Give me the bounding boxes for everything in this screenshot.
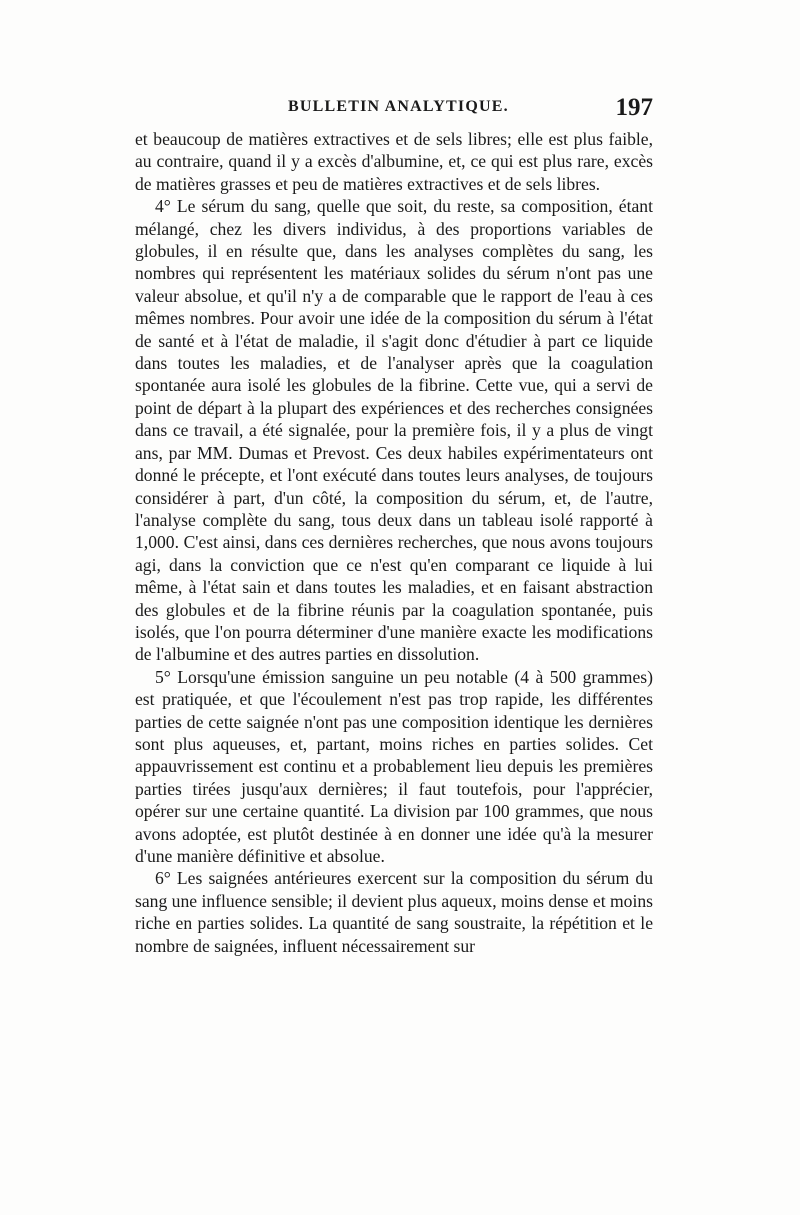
- paragraph-point-4: 4° Le sérum du sang, quelle que soit, du reste, sa composition, étant mélangé, chez les divers individus, à des proportions variables de globules, il en résulte que, dans les analyses complètes du sang, les nombres qui représentent les matériaux solides du sérum n'ont pas une valeur absolue, et qu'il n'y a de comparable que le rapport de l'eau à ces mêmes nombres. Pour avoir une idée de la composition du sérum à l'état de santé et à l'état de maladie, il s'agit donc d'étudier à part ce liquide dans toutes les maladies, et de l'analyser après que la coagulation spontanée aura isolé les globules de la fibrine. Cette vue, qui a servi de point de départ à la plupart des expériences et des recherches consignées dans ce travail, a été signalée, pour la première fois, il y a plus de vingt ans, par MM. Dumas et Prevost. Ces deux habiles expérimentateurs ont donné le précepte, et l'ont exécuté dans toutes leurs analyses, de toujours considérer à part, d'un côté, la composition du sérum, et, de l'autre, l'analyse complète du sang, tous deux dans un tableau isolé rapporté à 1,000. C'est ainsi, dans ces dernières recherches, que nous avons toujours agi, dans la conviction que ce n'est qu'en comparant ce liquide à lui même, à l'état sain et dans toutes les maladies, et en faisant abstraction des globules et de la fibrine réunis par la coagulation spontanée, puis isolés, que l'on pourra déterminer d'une manière exacte les modifications de l'albumine et des autres parties en dissolution.: [135, 196, 653, 665]
- page-number: 197: [615, 94, 653, 121]
- body-text: [135, 128, 653, 957]
- paragraph-point-6: 6° Les saignées antérieures exercent sur la composition du sérum du sang une influence sensible; il devient plus aqueux, moins dense et moins riche en parties solides. La quantité de sang soustraite, la répétition et le nombre de saignées, influent nécessairement sur: [135, 868, 653, 956]
- running-title: BULLETIN ANALYTIQUE.: [288, 98, 509, 115]
- paragraph-continuation: et beaucoup de matières extractives et de sels libres; elle est plus faible, au contraire, quand il y a excès d'albumine, et, ce qui est plus rare, excès de matières grasses et peu de matières extractives et de sels libres.: [135, 129, 653, 194]
- running-head: [133, 94, 653, 126]
- paragraph-point-5: 5° Lorsqu'une émission sanguine un peu notable (4 à 500 grammes) est pratiquée, et que l'écoulement n'est pas trop rapide, les différentes parties de cette saignée n'ont pas une composition identique les dernières sont plus aqueuses, et, partant, moins riches en parties solides. Cet appauvrissement est continu et a probablement lieu depuis les premières parties tirées jusqu'aux dernières; il faut toutefois, pour l'apprécier, opérer sur une certaine quantité. La division par 100 grammes, que nous avons adoptée, est plutôt destinée à en donner une idée qu'à la mesurer d'une manière définitive et absolue.: [135, 666, 653, 866]
